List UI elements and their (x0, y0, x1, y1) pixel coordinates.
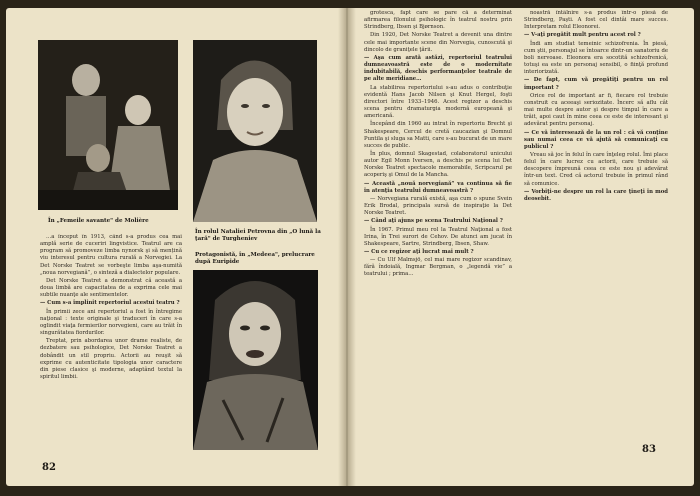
photo-medea (193, 270, 318, 450)
interview-question: — Aşa cum arată astăzi, repertoriul teatrului dumneavoastră este de o modernitate indubitabilă, deschis performanţelor teatrale de pe alte meridiane… (364, 54, 512, 83)
paragraph: Din 1920, Det Norske Teatret a devenit una dintre cele mai importante scene din Norvegia, cunoscută şi dincolo de graniţele ţării. (364, 32, 512, 53)
interview-question: — V-aţi pregătit mult pentru acest rol ? (524, 32, 641, 39)
paragraph: Treptat, prin abordarea unor drame realiste, de dezbatere sau psihologice, Det Norske Teatret a dobândit un stil propriu. Actorii au reuşit să exprime cu autenticitate tipologia unor caractere din piese clasice şi moderne, adaptând textul la spiritul limbii. (40, 338, 182, 380)
interview-question: — Când aţi ajuns pe scena Teatrului Naţional ? (364, 218, 503, 225)
paragraph: Det Norske Teatret a demonstrat că această a doua limbă are capacitatea de a exprima cele mai subtile nuanţe ale sentimentelor. (40, 277, 182, 299)
interview-question: — Ce vă interesează de la un rol : că vă conţine sau numai ceea ce vă ajută să comunicaţi cu publicul ? (524, 129, 668, 150)
paragraph: Orice rol de important ar fi, fiecare rol trebuie construit cu aceeaşi seriozitate. Încerc să aflu cât mai multe despre autor şi despre timpul în care a trăit, apoi caut în mine ceea ce este de interesant şi adevărat pentru personaj. (524, 92, 668, 128)
caption-photo3: Protagonistă, în „Medeea", prelucrare după Euripide (195, 252, 315, 265)
right-page-column-2 (524, 10, 668, 464)
book-gutter (338, 8, 356, 486)
interview-question: — De fapt, cum vă pregătiţi pentru un rol important ? (524, 77, 668, 91)
paragraph: …a început în 1913, când s-a produs cea mai amplă serie de cuceriri lingvistice. Teatrul are ca program să promoveze limba nynorsk şi să mențină viu interesul pentru cultura rurală a Norvegiei. La Det Norske Teatret se vorbeşte limba aşa-numită „noua norvegiană”, o sinteză a dialectelor populare. (40, 234, 182, 276)
photo-les-femmes-savantes (38, 40, 178, 210)
right-page-number: 83 (642, 444, 656, 455)
left-page-column (40, 234, 182, 460)
photo-natalia-petrovna (193, 40, 317, 222)
paragraph: — Cu Ulf Malmsjö, cel mai mare regizor scandinav, fără îndoială, Ingmar Bergman, o „legendă vie” a teatrului ; prima… (364, 257, 512, 278)
interview-question: — Vorbiţi-ne despre un rol la care ţineţi în mod deosebit. (524, 188, 668, 202)
paragraph: În 1967. Primul meu rol la Teatrul Naţional a fost Irina, în Trei surori de Cehov. De atunci am jucat în Shakespeare, Sartre, Strindberg, Ibsen, Shaw. (364, 226, 512, 247)
paragraph: noastră întâlnire s-a produs într-o piesă de Strindberg, Paşti. A fost cel dintâi mare succes. Interpretam rolul Eleonorei. (524, 10, 668, 31)
paragraph: Vreau să joc în felul în care înţeleg rolul. Îmi place felul în care lucrez cu actorii, care trebuie să descopere împreună ceea ce este nou şi adevărat într-un text. Cred că actorul trebuie în primul rând să comunice. (524, 151, 668, 187)
right-page-column-1 (364, 10, 512, 464)
paragraph: În primii zece ani repertoriul a fost în întregime naţional : texte originale şi traduceri în care s-a oglindit viaţa fermierilor norvegieni, care au trăit în singurătatea fiordurilor. (40, 308, 182, 337)
paragraph: La stabilirea repertoriului s-au adus o contribuţie evidentă Hans Jacob Nilsen şi Knut Hergel, foşti directori între 1933–1946. Acest regizor a deschis scena pentru dramaturgia modernă europeană şi americană. (364, 84, 512, 120)
paragraph: În plus, domnul Skagestad, colaboratorul unicului autor Egil Monn Iversen, a deschis pe scena lui Det Norske Teatret spectacole memorabile, Scripcarul pe acoperiş şi Omul de la Mancha. (364, 150, 512, 179)
left-page-number: 82 (42, 462, 56, 473)
interview-question: — Această „nouă norvegiană” va continua să fie în atenţia teatrului dumneavoastră ? (364, 180, 512, 194)
paragraph: — Norvegiana rurală există, aşa cum o spune Svein Erik Brodal, principala sursă de inspiraţie la Det Norske Teatret. (364, 195, 512, 217)
caption-photo1: În „Femeile savante" de Molière (48, 218, 149, 224)
interview-question: — Cu ce regizor aţi lucrat mai mult ? (364, 249, 474, 255)
paragraph: Începând din 1960 au intrat în repertoriu Brecht şi Shakespeare, Cercul de cretă caucazian şi Domnul Puntila şi sluga sa Matti, care s-au bucurat de un mare succes de public. (364, 121, 512, 149)
paragraph: Îndi am studiat temeinic schizofrenia. În piesă, cum ştii, personajul se întoarce dintr-un sanatoriu de boli nervoase. Eleonora era socotită schizofrenică, totuşi ea este un personaj sensibil, o fiinţă profund interiorizată. (524, 40, 668, 76)
paragraph: grotesca, fapt care se pare că a determinat afirmarea filonului psihologic în teatrul nostru prin Strindberg, Ibsen şi Bjørnson. (364, 10, 512, 31)
caption-photo2: În rolul Nataliei Petrovna din „O lună la ţară" de Turgheniev (195, 229, 321, 242)
interview-question: — Cum s-a împlinit repertoriul acestui teatru ? (40, 300, 180, 307)
